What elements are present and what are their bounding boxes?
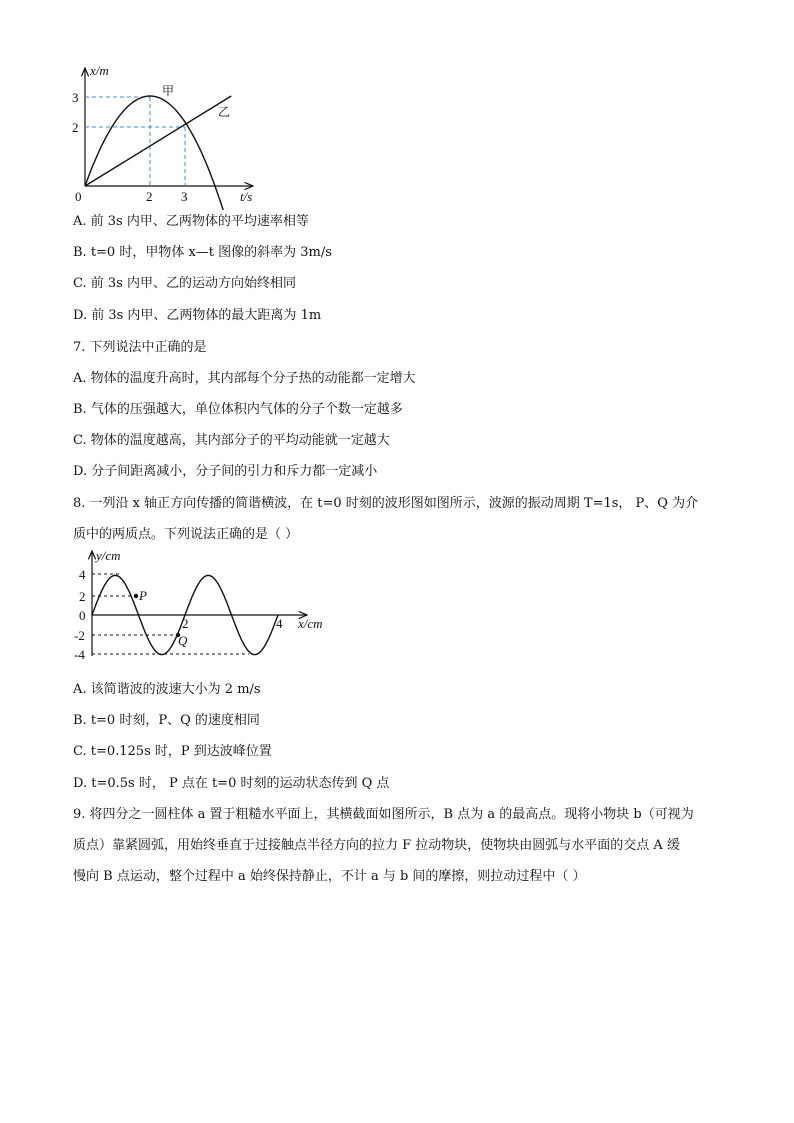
q9-line3: 慢向 B 点运动，整个过程中 a 始终保持静止，不计 a 与 b 间的摩擦，则拉动过程中（ ） [73,869,586,884]
wave-graph [72,548,342,663]
q8-stem-line2: 质中的两质点。下列说法正确的是（ ） [73,527,299,542]
y-tick-4: 4 [79,567,86,582]
y-axis-label: x/m [90,63,109,78]
q6-option-a: A. 前 3s 内甲、乙两物体的平均速率相等 [73,214,309,229]
point-q-label: Q [178,633,188,648]
y-axis-label: y/cm [96,548,121,563]
y-tick-2: 2 [72,120,79,135]
y-tick-neg4: -4 [74,647,85,662]
q8-option-a: A. 该简谐波的波速大小为 2 m/s [73,682,261,697]
q8-option-c: C. t=0.125s 时，P 到达波峰位置 [73,744,272,759]
label-yi: 乙 [218,105,231,119]
xt-graph [70,60,270,210]
origin-label: 0 [75,189,82,204]
q7-option-b: B. 气体的压强越大，单位体积内气体的分子个数一定越多 [73,402,403,417]
q7-stem: 7. 下列说法中正确的是 [73,340,207,355]
x-axis-label: t/s [240,189,253,204]
y-tick-neg2: -2 [74,628,85,643]
y-tick-3: 3 [72,90,79,105]
q9-line1: 9. 将四分之一圆柱体 a 置于粗糙水平面上，其横截面如图所示，B 点为 a 的最高点。现将小物块 b（可视为 [73,807,694,822]
q9-line2: 质点）靠紧圆弧，用始终垂直于过接触点半径方向的拉力 F 拉动物块，使物块由圆弧与水平面的交点 A 缓 [73,838,680,853]
x-tick-3: 3 [181,189,188,204]
q7-option-d: D. 分子间距离减小，分子间的引力和斥力都一定减小 [73,464,378,479]
q6-option-d: D. 前 3s 内甲、乙两物体的最大距离为 1m [73,308,322,323]
q8-option-d: D. t=0.5s 时， P 点在 t=0 时刻的运动状态传到 Q 点 [73,776,390,791]
q6-option-b: B. t=0 时，甲物体 x—t 图像的斜率为 3m/s [73,245,332,260]
x-tick-4: 4 [276,616,283,631]
q6-option-c: C. 前 3s 内甲、乙的运动方向始终相同 [73,276,296,291]
series-jia-curve [85,96,231,210]
y-tick-2: 2 [79,589,86,604]
q7-option-c: C. 物体的温度越高，其内部分子的平均动能就一定越大 [73,433,390,448]
point-p-label: P [139,588,147,603]
label-jia: 甲 [162,84,175,98]
x-axis-label: x/cm [298,616,323,631]
x-tick-2: 2 [146,189,153,204]
q8-option-b: B. t=0 时刻，P、Q 的速度相同 [73,713,260,728]
x-tick-2: 2 [182,616,189,631]
point-p-dot [134,594,138,598]
q8-stem-line1: 8. 一列沿 x 轴正方向传播的简谐横波，在 t=0 时刻的波形图如图所示，波源的振动周期 T=1s， P、Q 为介 [73,496,699,511]
y-tick-0: 0 [79,608,86,623]
q7-option-a: A. 物体的温度升高时，其内部每个分子热的动能都一定增大 [73,371,416,386]
